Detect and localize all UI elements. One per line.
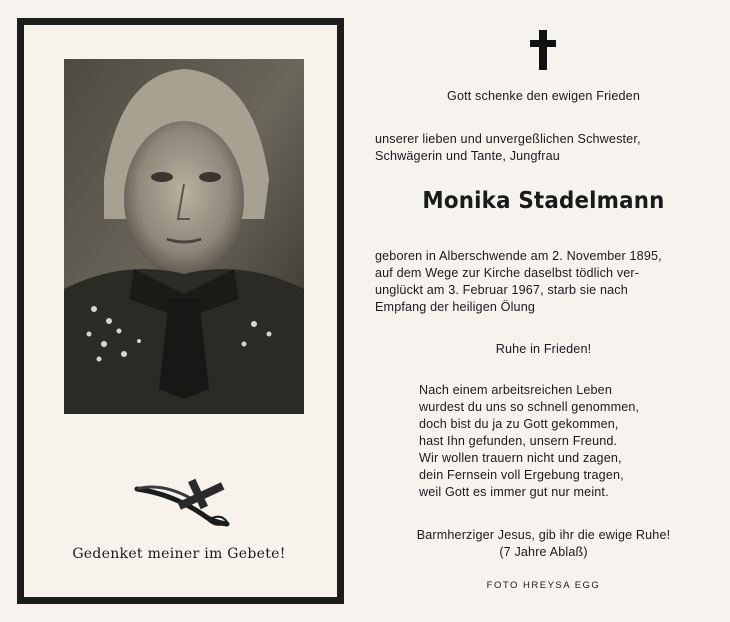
poem-line-2: wurdest du uns so schnell genommen, <box>419 400 640 414</box>
poem-line-4: hast Ihn gefunden, unsern Freund. <box>419 434 618 448</box>
poem-line-7: weil Gott es immer gut nur meint. <box>419 485 609 499</box>
dedication-line-1: unserer lieben und unvergeßlichen Schwester, <box>375 132 641 146</box>
memorial-card-left <box>4 4 357 618</box>
peace-line: Gott schenke den ewigen Frieden <box>447 89 640 103</box>
bio-line-4: Empfang der heiligen Ölung <box>375 300 536 314</box>
prayer-line: Barmherziger Jesus, gib ihr die ewige Ruhe! <box>416 528 671 542</box>
bio-line-1: geboren in Alberschwende am 2. November 1895, <box>375 249 662 263</box>
deceased-name: Monika Stadelmann <box>422 188 665 214</box>
poem-line-1: Nach einem arbeitsreichen Leben <box>419 383 612 397</box>
indulgence-line: (7 Jahre Ablaß) <box>499 545 588 559</box>
poem-line-6: dein Fernsein voll Ergebung tragen, <box>419 468 624 482</box>
dedication-line-2: Schwägerin und Tante, Jungfrau <box>375 149 560 163</box>
memorial-card-text <box>357 0 730 622</box>
poem-line-5: Wir wollen trauern nicht und zagen, <box>419 451 622 465</box>
prayer-request-caption: Gedenket meiner im Gebete! <box>72 546 286 562</box>
portrait-photo <box>64 59 304 414</box>
cross-and-palm-emblem <box>132 474 242 534</box>
poem-line-3: doch bist du ja zu Gott gekommen, <box>419 417 619 431</box>
bio-line-2: auf dem Wege zur Kirche daselbst tödlich ver- <box>375 266 640 280</box>
photo-credit: FOTO HREYSA EGG <box>486 580 601 591</box>
rest-in-peace: Ruhe in Frieden! <box>495 342 592 356</box>
bio-line-3: unglückt am 3. Februar 1967, starb sie nach <box>375 283 628 297</box>
cross-icon <box>528 30 558 70</box>
